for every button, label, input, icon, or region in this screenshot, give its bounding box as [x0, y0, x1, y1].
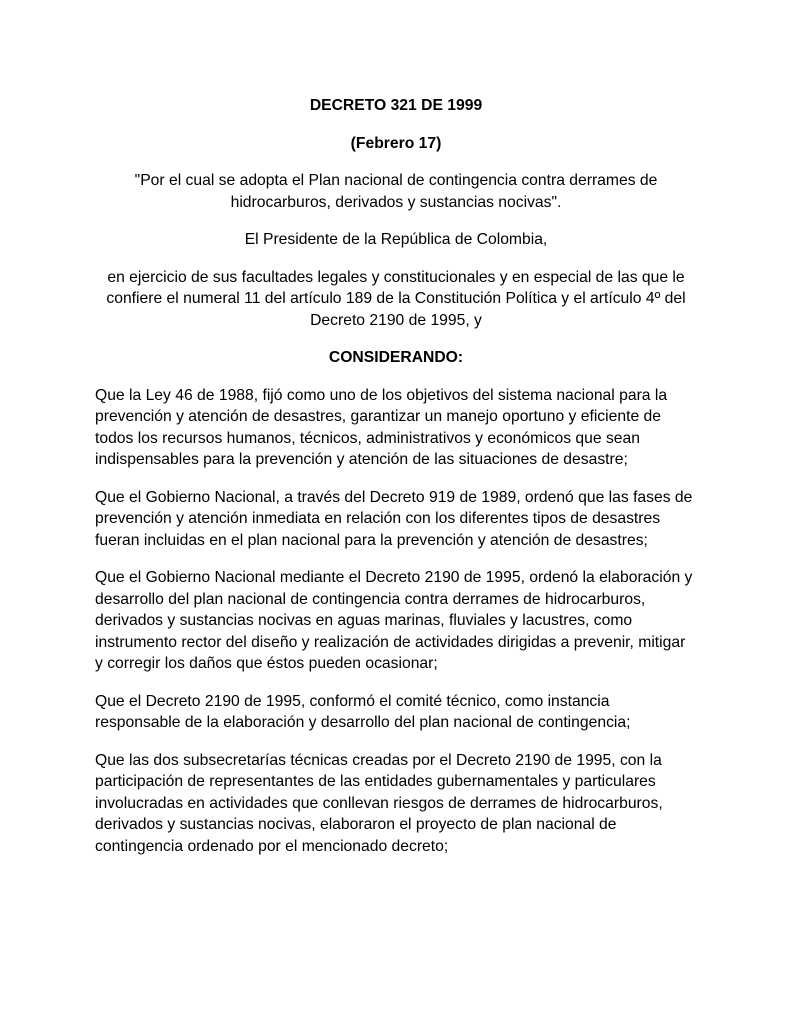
- recital-paragraph: Que el Decreto 2190 de 1995, conformó el comité técnico, como instancia responsable de la elaboración y desarrollo del plan nacional de contingencia;: [95, 692, 631, 731]
- decree-date: (Febrero 17): [350, 134, 442, 152]
- considering-heading: CONSIDERANDO:: [328, 349, 464, 366]
- recital-paragraph: Que las dos subsecretarías técnicas creadas por el Decreto 2190 de 1995, con la participación de representantes de las entidades gubernamentales y particulares involucradas en actividades que conllevan riesgos de derrames de hidrocarburos, derivados y sustancias nocivas, elaboraron el proyecto de plan nacional de contingencia ordenado por el mencionado decreto;: [95, 751, 663, 855]
- recital-paragraph: Que la Ley 46 de 1988, fijó como uno de los objetivos del sistema nacional para la prevención y atención de desastres, garantizar un manejo oportuno y eficiente de todos los recursos humanos, técnicos, administrativos y económicos que sean indispensables para la prevención y atención de las situaciones de desastre;: [95, 386, 668, 468]
- authority-line: en ejercicio de sus facultades legales y constitucionales y en especial de las que le confiere el numeral 11 del artículo 189 de la Constitución Política y el artículo 4º del Decreto 2190 de 1995, y: [106, 268, 686, 329]
- recital-paragraph: Que el Gobierno Nacional mediante el Decreto 2190 de 1995, ordenó la elaboración y desarrollo del plan nacional de contingencia contra derrames de hidrocarburos, derivados y sustancias nocivas en aguas marinas, fluviales y lacustres, como instrumento rector del diseño y realización de actividades dirigidas a prevenir, mitigar y corregir los daños que éstos pueden ocasionar;: [95, 569, 693, 672]
- decree-document: [95, 95, 697, 857]
- recital-paragraph: Que el Gobierno Nacional, a través del Decreto 919 de 1989, ordenó que las fases de prevención y atención inmediata en relación con los diferentes tipos de desastres fueran incluidas en el plan nacional para la prevención y atención de desastres;: [95, 488, 693, 549]
- issuer-line: El Presidente de la República de Colombia,: [244, 231, 548, 248]
- decree-title: DECRETO 321 DE 1999: [309, 97, 483, 114]
- decree-epigraph: "Por el cual se adopta el Plan nacional de contingencia contra derrames de hidrocarburos, derivados y sustancias nocivas".: [134, 172, 658, 211]
